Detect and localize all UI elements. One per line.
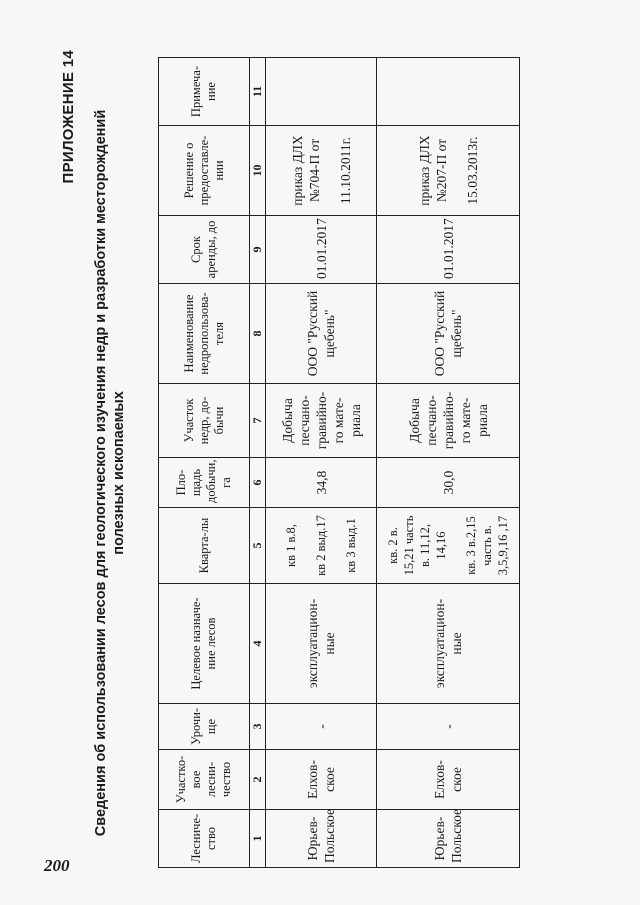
cell-note xyxy=(266,58,377,126)
quarters-line: кв 1 в.8, xyxy=(284,524,298,567)
quarters-line: кв. 3 в.2,15 часть в. 3,5,9,16 ,17 xyxy=(464,515,510,576)
cell-district: Елхов-ское xyxy=(266,750,377,810)
column-number: 2 xyxy=(250,750,266,810)
cell-quarters xyxy=(266,508,377,584)
cell-subsoil: Добыча песчано-гравийно-го мате-риала xyxy=(377,384,520,458)
column-number: 11 xyxy=(250,58,266,126)
table-title: Сведения об использовании лесов для геологического изучения недр и разработки месторождений полезных ископаемых xyxy=(93,109,127,837)
cell-area: 34,8 xyxy=(266,458,377,508)
page-number: 200 xyxy=(44,856,70,875)
rotated-page-content xyxy=(60,48,520,868)
appendix-label: ПРИЛОЖЕНИЕ 14 xyxy=(60,50,77,184)
header-purpose: Целевое назначе-ние лесов xyxy=(159,584,250,704)
header-forestry: Лесниче-ство xyxy=(159,810,250,868)
column-number: 6 xyxy=(250,458,266,508)
column-number: 5 xyxy=(250,508,266,584)
cell-district: Елхов-ское xyxy=(377,750,520,810)
header-decision: Решение о предоставле-нии xyxy=(159,126,250,216)
column-number: 7 xyxy=(250,384,266,458)
cell-quarters xyxy=(377,508,520,584)
cell-area: 30,0 xyxy=(377,458,520,508)
cell-subsoil: Добыча песчано-гравийно-го мате-риала xyxy=(266,384,377,458)
cell-user: ООО "Русский щебень" xyxy=(266,284,377,384)
column-number: 9 xyxy=(250,216,266,284)
cell-lease-until: 01.01.2017 xyxy=(266,216,377,284)
column-number: 10 xyxy=(250,126,266,216)
quarters-line: кв 2 выд.17 xyxy=(314,515,328,576)
header-lease-until: Срок аренды, до xyxy=(159,216,250,284)
cell-decision xyxy=(266,126,377,216)
decision-order: приказ ДЛХ №207-П от xyxy=(416,135,449,206)
decision-date: 15.03.2013г. xyxy=(464,136,480,205)
quarters-line: кв. 2 в. 15,21 часть в. 11,12, 14,16 xyxy=(386,515,448,576)
quarters-line: кв 3 выд.1 xyxy=(344,518,358,573)
header-note: Примеча-ние xyxy=(159,58,250,126)
table-row xyxy=(377,58,520,868)
header-subsoil: Участок недр, до-бычи xyxy=(159,384,250,458)
header-quarters: Кварта-лы xyxy=(159,508,250,584)
cell-tract: - xyxy=(377,704,520,750)
header-district: Участко-вое лесни-чество xyxy=(159,750,250,810)
table-row xyxy=(266,58,377,868)
column-number: 1 xyxy=(250,810,266,868)
header-user: Наименование недропользова-теля xyxy=(159,284,250,384)
column-number: 8 xyxy=(250,284,266,384)
cell-user: ООО "Русский щебень" xyxy=(377,284,520,384)
column-number: 4 xyxy=(250,584,266,704)
column-number-row xyxy=(250,58,266,868)
cell-tract: - xyxy=(266,704,377,750)
cell-forestry: Юрьев-Польское xyxy=(266,810,377,868)
cell-note xyxy=(377,58,520,126)
header-row xyxy=(159,58,250,868)
cell-purpose: эксплуатацион-ные xyxy=(266,584,377,704)
cell-purpose: эксплуатацион-ные xyxy=(377,584,520,704)
cell-forestry: Юрьев-Польское xyxy=(377,810,520,868)
cell-decision xyxy=(377,126,520,216)
forest-use-table xyxy=(158,57,520,868)
header-tract: Урочи-ще xyxy=(159,704,250,750)
decision-order: приказ ДЛХ №704-П от xyxy=(289,135,322,206)
decision-date: 11.10.2011г. xyxy=(337,136,353,205)
cell-lease-until: 01.01.2017 xyxy=(377,216,520,284)
column-number: 3 xyxy=(250,704,266,750)
header-area: Пло-щадь добычи, га xyxy=(159,458,250,508)
